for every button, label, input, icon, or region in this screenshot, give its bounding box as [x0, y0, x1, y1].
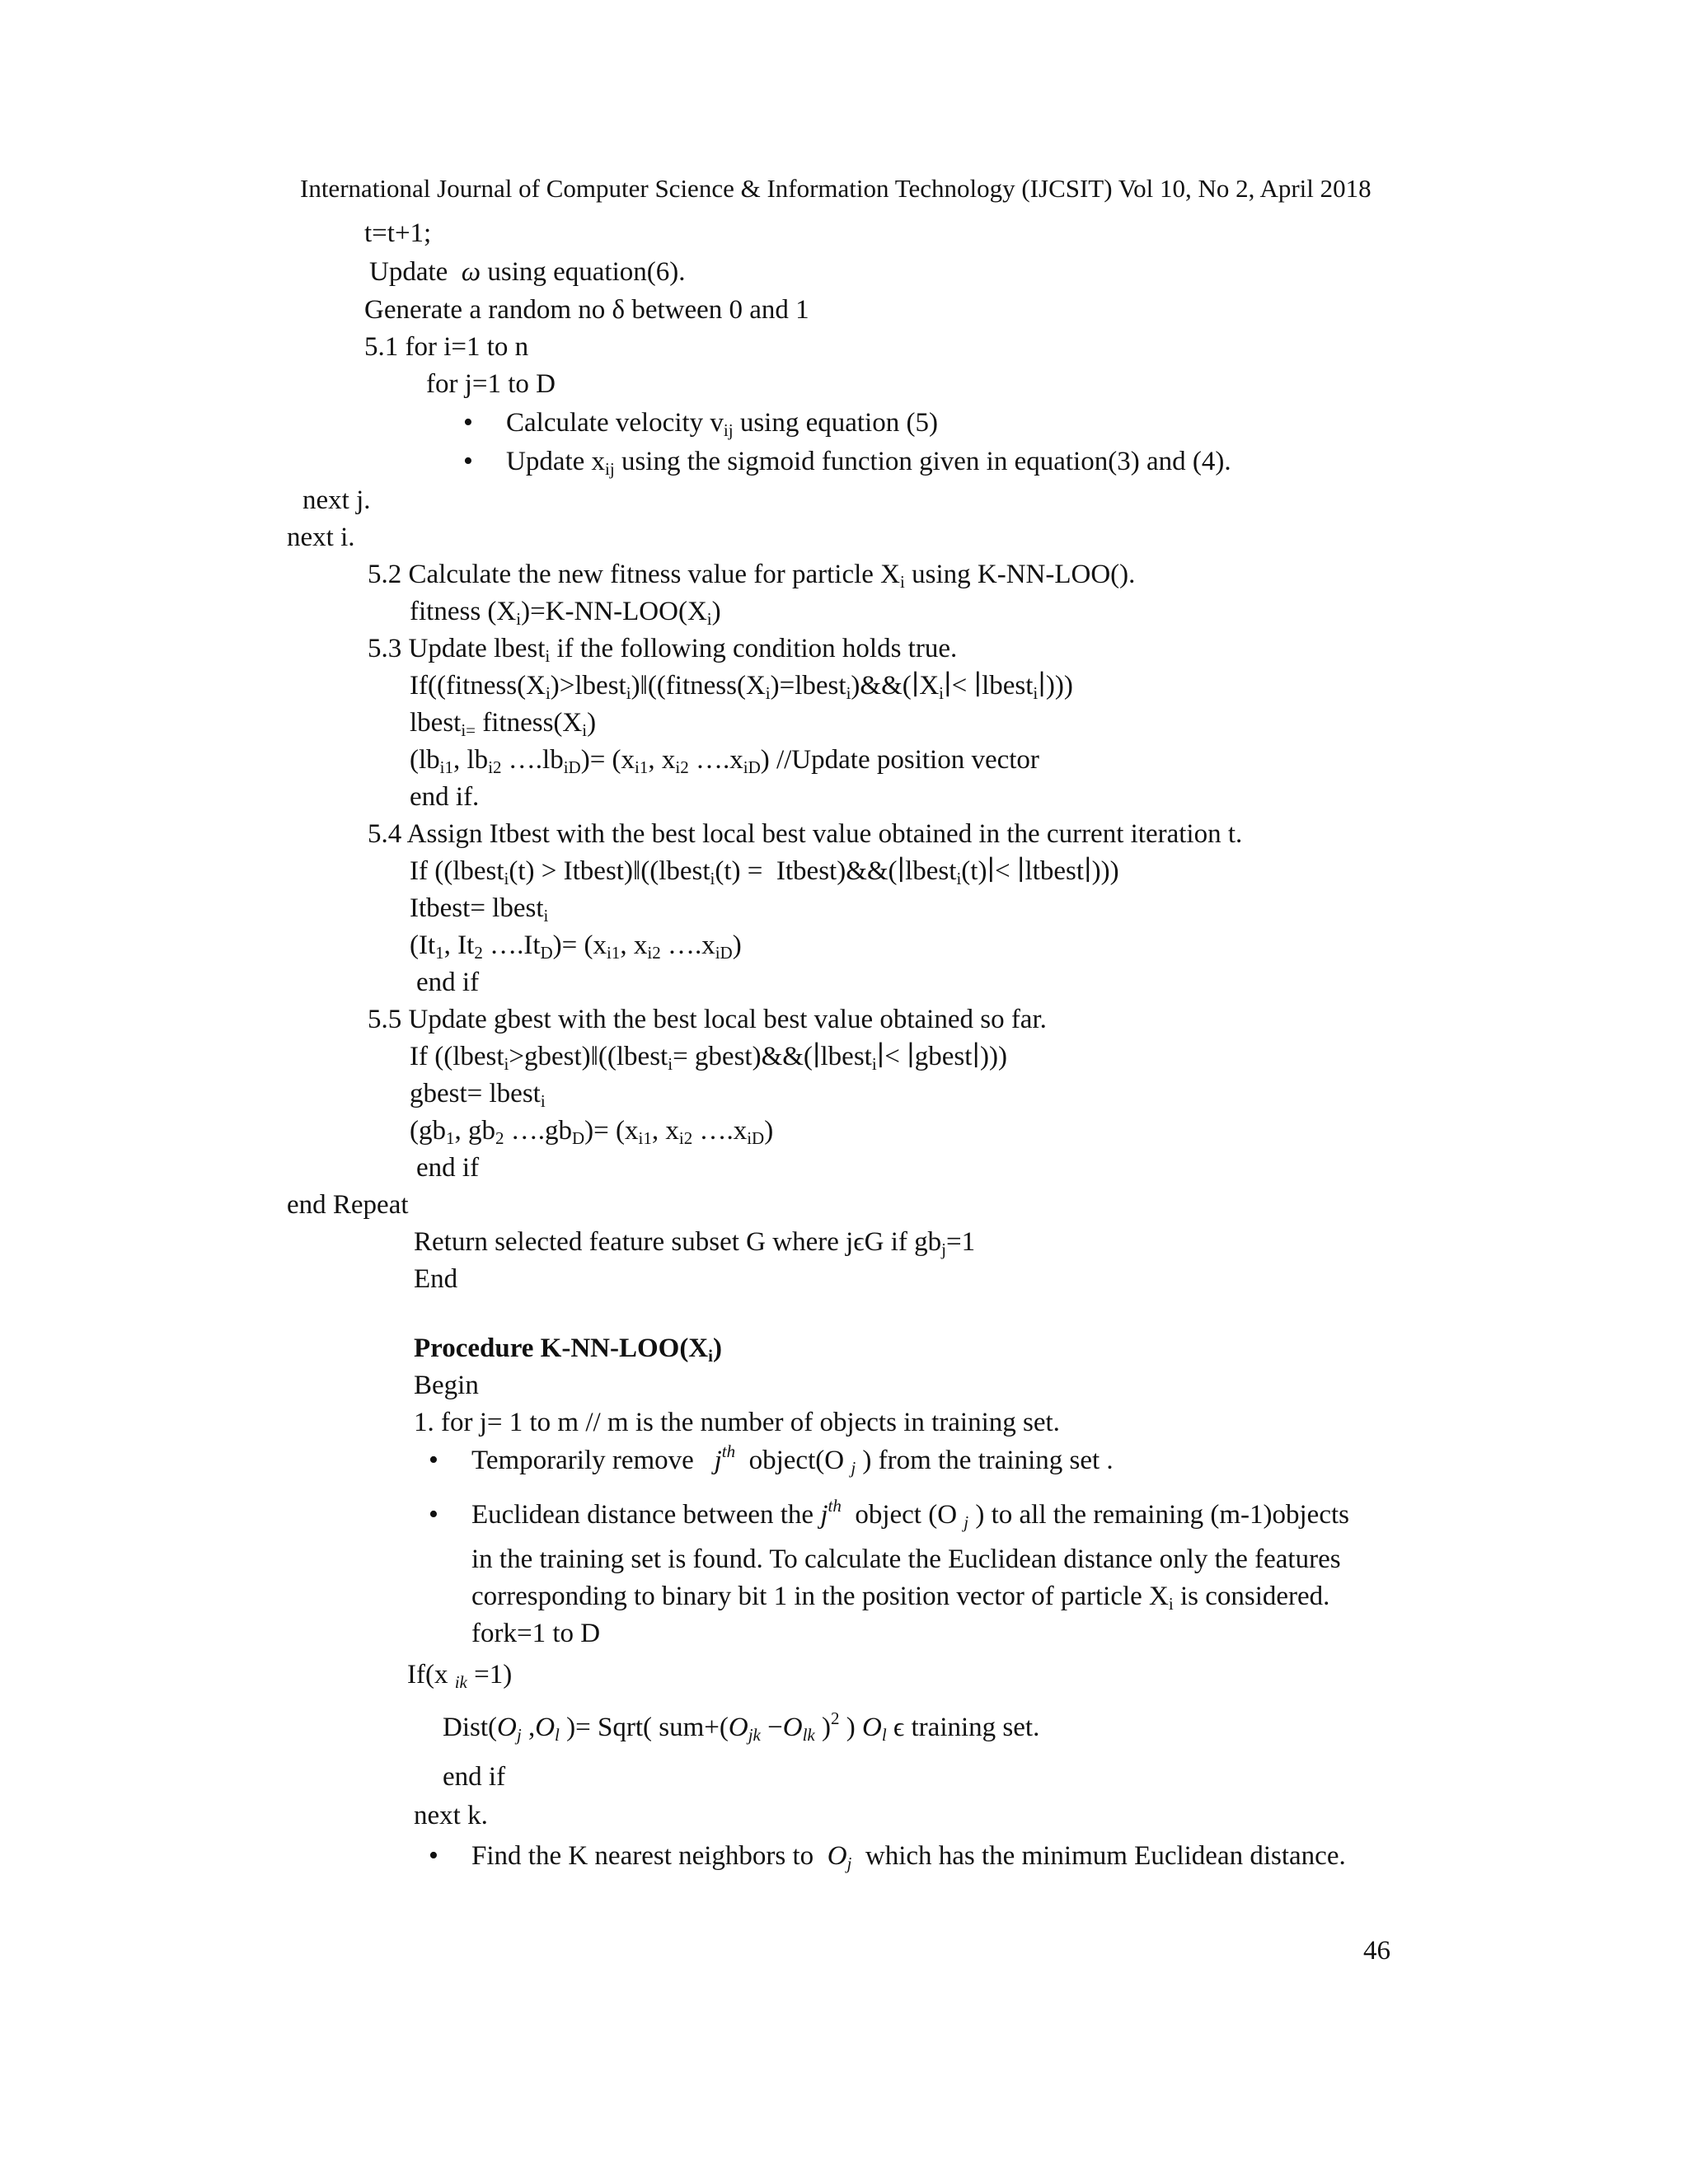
line-end-if-4: end if [443, 1762, 506, 1792]
page-number: 46 [1363, 1936, 1390, 1966]
line-step-5-2: 5.2 Calculate the new fitness value for particle $X_i$ using K-NN-LOO(). [368, 560, 1136, 592]
line-if-5-3: $If((fitness(X_i)>lbest_i)‖((fitness(X_i)=lbest_i)\&\&(∣X_i∣<$ ∣lbest$_i$∣))) [410, 671, 1073, 703]
line-step-5-3: 5.3 Update lbest$_i$ if the following condition holds true. [368, 634, 958, 666]
line-lbest-assign: lbest$_{i=}$ $fitness(X_i)$ [410, 708, 597, 740]
line-t-inc: t=t+1; [364, 218, 432, 248]
line-end-if-3: end if [416, 1153, 480, 1183]
line-it-vector: ($It_1$, $It_2$ $\dots.It_D)= (x_{i1}$, $x_{i2}$ $\dots.x_{iD}$) [410, 930, 742, 963]
line-update-omega: Update ω using equation(6). [369, 257, 686, 287]
line-next-k: next k. [414, 1801, 488, 1830]
line-euclid-1: • Euclidean distance between the $j^{th}$ object (O $_j$ ) to all the remaining (m-1)objects [471, 1498, 1349, 1531]
line-step-5-1: 5.1 for i=1 to n [364, 332, 529, 362]
line-step-5-4: 5.4 Assign Itbest with the best local best value obtained in the current iteration t. [368, 819, 1243, 849]
line-find-knn: • Find the K nearest neighbors to $O_j$ which has the minimum Euclidean distance. [471, 1840, 1346, 1872]
line-end-if-1: end if. [410, 782, 480, 812]
running-header: International Journal of Computer Science & Information Technology (IJCSIT) Vol 10, No 2, April 2018 [300, 174, 1372, 203]
line-end: End [414, 1264, 458, 1294]
line-next-j: next j. [302, 485, 371, 515]
line-end-if-2: end if [416, 968, 480, 997]
line-if-5-5: If ((lbest$_i$>gbest)‖((lbest$_i$= gbest)&&(∣lbest$_i$∣< ∣gbest∣))) [410, 1042, 1007, 1074]
line-end-repeat: end Repeat [287, 1190, 409, 1220]
line-euclid-3: corresponding to binary bit 1 in the position vector of particle $X_i$ is considered. [471, 1582, 1330, 1614]
line-euclid-2: in the training set is found. To calculate the Euclidean distance only the features [471, 1544, 1341, 1574]
line-temp-remove: • Temporarily remove $j^{th}$ object(O $_j$ ) from the training set . [471, 1444, 1114, 1477]
line-dist-eq: $Dist(O_j$ $,O_l$ )= Sqrt( $sum+(O_{jk} -O_{lk}$ )$^2$ ) $O_l$ ϵ training set. [443, 1708, 1040, 1745]
line-begin: Begin [414, 1371, 479, 1400]
line-calc-velocity: • Calculate velocity $v_{ij}$ using equation (5) [506, 406, 938, 439]
line-gen-random: Generate a random no δ between 0 and 1 [364, 295, 809, 325]
line-procedure-title: Procedure $K-NN-LOO(X_i)$ [414, 1333, 722, 1366]
line-gb-vector: ($gb_1$, $gb_2$ $\dots.gb_D)= (x_{i1}$, $x_{i2}$ $\dots.x_{iD}$) [410, 1116, 774, 1148]
line-return-subset: Return selected feature subset G where jϵG if $gb_j=1$ [414, 1227, 976, 1259]
line-for-j: for j=1 to D [426, 369, 556, 399]
line-for-k: fork=1 to D [471, 1619, 601, 1648]
line-next-i: next i. [287, 523, 355, 552]
line-step-5-5: 5.5 Update gbest with the best local best value obtained so far. [368, 1005, 1047, 1034]
line-if-5-4: If ((lbest$_i$(t) > Itbest)‖((lbest$_i$(t) = Itbest)&&(∣lbest$_i$(t)∣< ∣ltbest∣))) [410, 856, 1119, 888]
line-lb-vector: ($lb_{i1}$, $lb_{i2}$ $\dots.lb_{iD})= (x_{i1}$, $x_{i2}$ $\dots.x_{iD}$) //Update position vector [410, 745, 1039, 777]
line-step-1: 1. for j= 1 to m // m is the number of objects in training set. [414, 1408, 1060, 1437]
line-update-x: • Update $x_{ij}$ using the sigmoid function given in equation(3) and (4). [506, 445, 1231, 478]
line-gbest-assign: gbest= lbest$_i$ [410, 1079, 546, 1111]
line-itbest-assign: Itbest= lbest$_i$ [410, 893, 549, 926]
line-if-xik: If(x $_{ik}$ =1) [407, 1660, 513, 1692]
line-fitness-eq: fitness $(X_i)=K-NN-LOO(X_i)$ [410, 597, 721, 629]
